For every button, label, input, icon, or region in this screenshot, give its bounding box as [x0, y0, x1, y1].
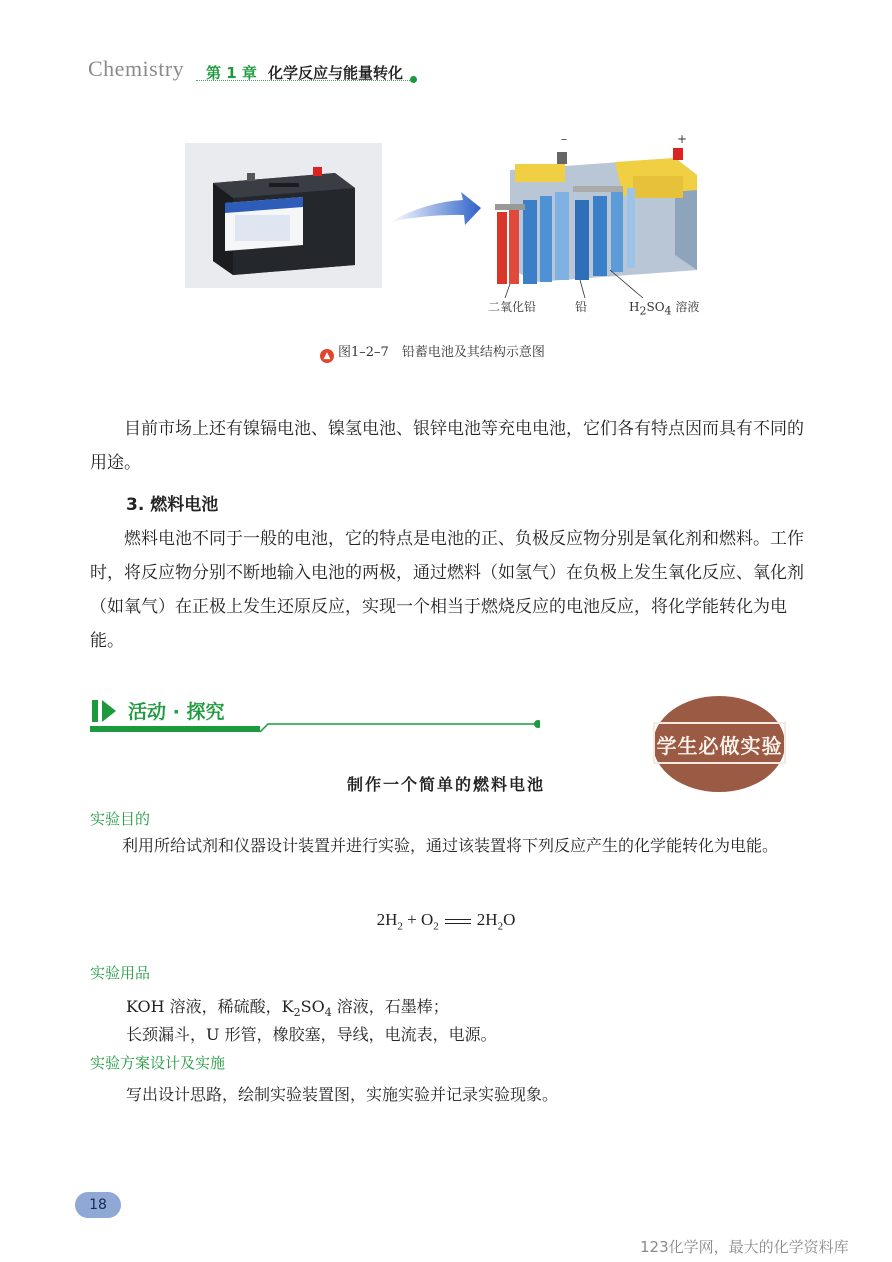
materials-reagents: KOH 溶液，稀硫酸，$K_2SO_4$ 溶液，石墨棒； — [126, 997, 449, 1020]
watermark: 123化学网，最大的化学资料库 — [640, 1238, 849, 1256]
paragraph-rechargeable: 目前市场上还有镍镉电池、镍氢电池、银锌电池等充电电池，它们各有特点因而具有不同的用途。 — [90, 419, 804, 473]
section-materials: 实验用品 — [90, 964, 151, 982]
activity-title: 活动 · 探究 — [128, 701, 225, 723]
paragraph-fuel-cell: 燃料电池不同于一般的电池，它的特点是电池的正、负极反应物分别是氧化剂和燃料。工作时，将反应物分别不断地输入电池的两极，通过燃料（如氢气）在负极上发生氧化反应、氧化剂（如氧气）在正极上发生还原反应，实现一个相当于燃烧反应的电池反应，将化学能转化为电能。 — [90, 529, 804, 651]
section-purpose: 实验目的 — [90, 810, 151, 828]
battery-structure-diagram — [385, 130, 715, 320]
activity-header — [90, 694, 540, 734]
materials-apparatus: 长颈漏斗，U 形管，橡胶塞，导线，电流表，电源。 — [126, 1025, 497, 1044]
header-dot — [410, 76, 417, 83]
header-divider — [196, 80, 412, 81]
figure-caption: ▲ 图1–2–7 铅蓄电池及其结构示意图 — [320, 341, 545, 363]
page-number: 18 — [75, 1192, 121, 1218]
equals-sign — [445, 919, 471, 924]
section-design: 实验方案设计及实施 — [90, 1054, 226, 1072]
brand-title: Chemistry — [88, 56, 185, 81]
section-heading-fuel-cell: 3. 燃料电池 — [126, 495, 219, 515]
label-pbo2: 二氧化铅 — [488, 300, 537, 314]
purpose-text: 利用所给试剂和仪器设计装置并进行实验，通过该装置将下列反应产生的化学能转化为电能。 — [122, 836, 779, 855]
design-text: 写出设计思路，绘制实验装置图，实施实验并记录实验现象。 — [126, 1085, 559, 1104]
minus-label: – — [561, 132, 567, 146]
battery-photo — [185, 143, 382, 288]
reaction-equation: $2H_2 + O_2$ $2H_2O$ — [376, 910, 516, 933]
plus-label: + — [677, 132, 688, 146]
triangle-icon: ▲ — [320, 349, 334, 363]
label-pb: 铅 — [575, 300, 588, 314]
chapter-title: 化学反应与能量转化 — [268, 64, 404, 82]
chapter-number: 第 1 章 — [206, 64, 257, 82]
experiment-title: 制作一个简单的燃料电池 — [346, 775, 545, 794]
label-h2so4: $H_2SO_4$ 溶液 — [629, 300, 700, 318]
stamp-text: 学生必做实验 — [656, 734, 783, 758]
